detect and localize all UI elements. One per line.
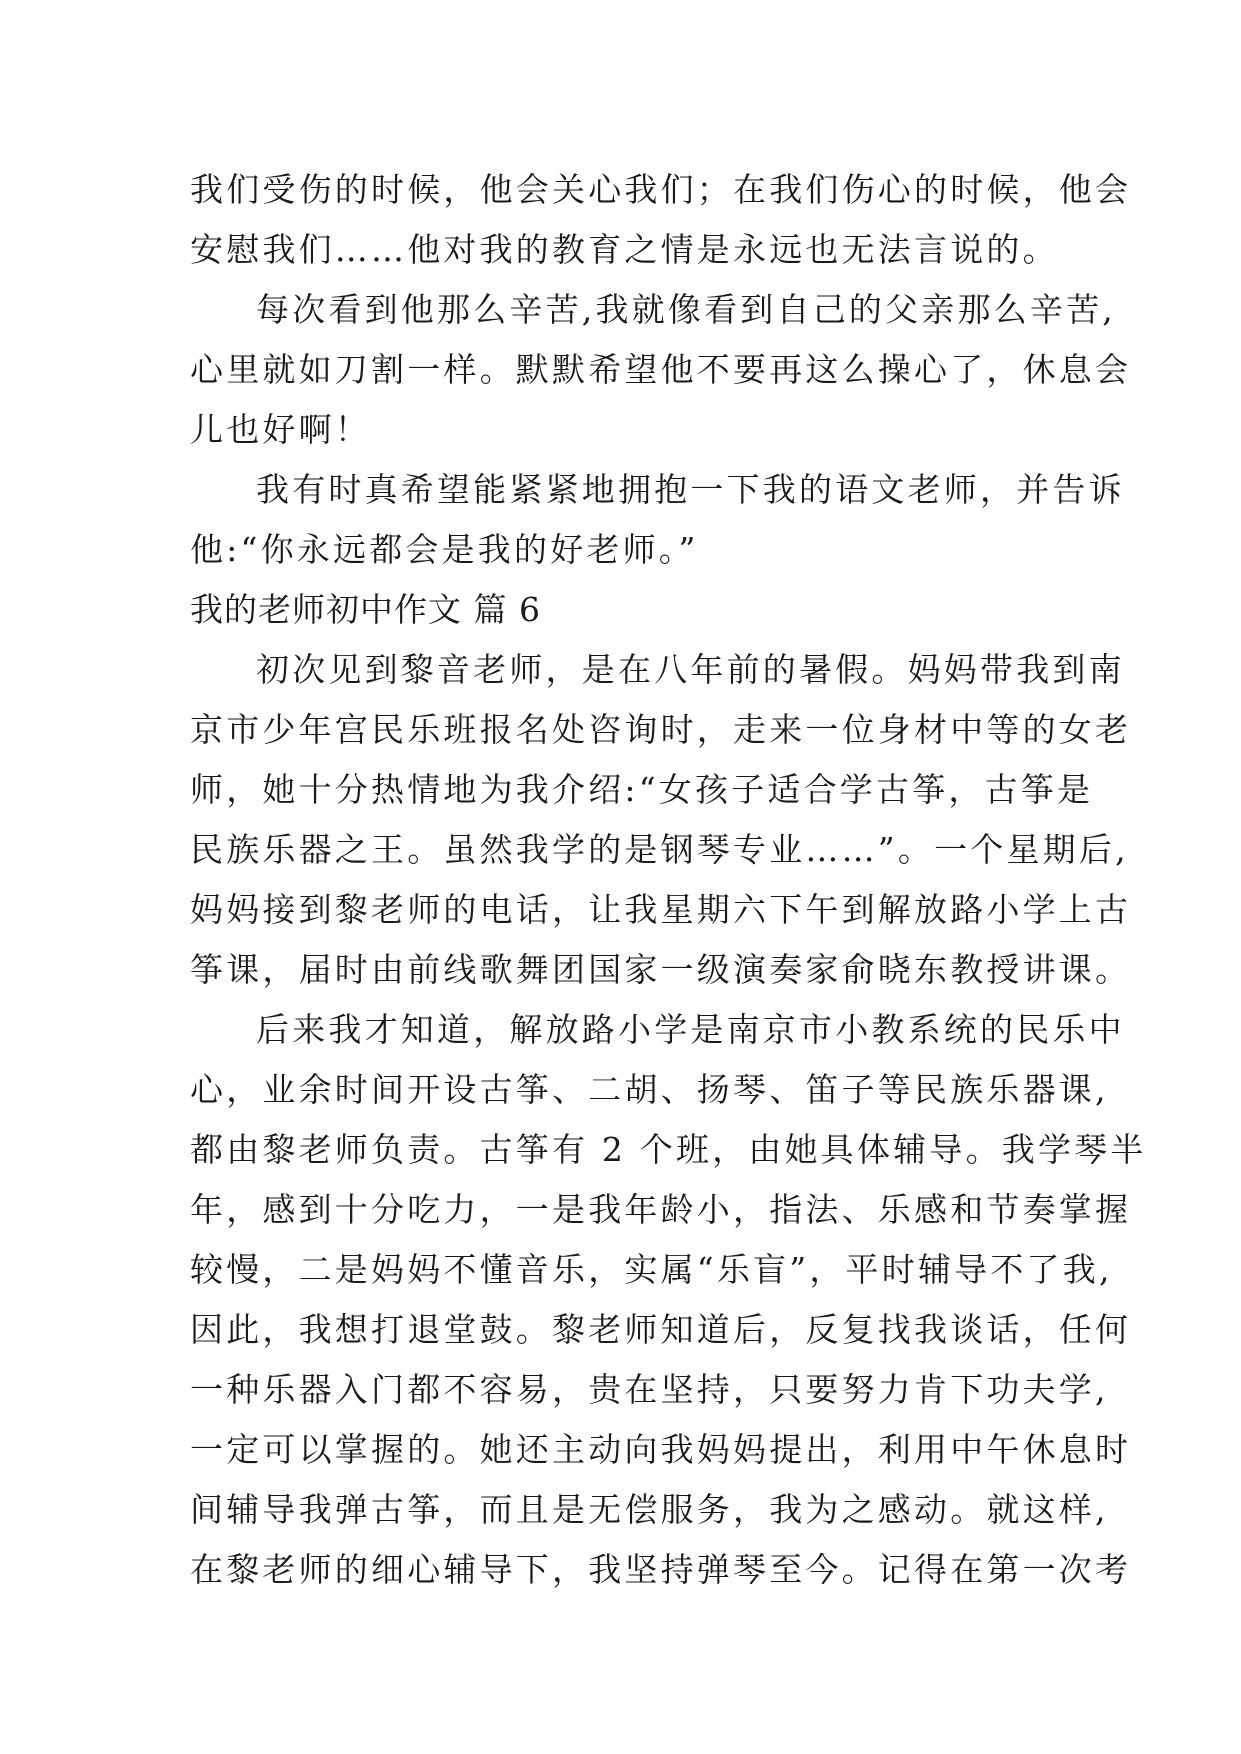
text-line: 筝课，届时由前线歌舞团国家一级演奏家俞晓东教授讲课。	[190, 950, 1132, 989]
text-line: 后来我才知道，解放路小学是南京市小教系统的民乐中	[256, 1010, 1125, 1049]
text-line: 初次见到黎音老师，是在八年前的暑假。妈妈带我到南	[256, 650, 1125, 689]
text-line: 一种乐器入门都不容易，贵在坚持，只要努力肯下功夫学,	[190, 1370, 1109, 1409]
text-line: 间辅导我弹古筝，而且是无偿服务，我为之感动。就这样,	[190, 1490, 1109, 1529]
text-line: 每次看到他那么辛苦,我就像看到自己的父亲那么辛苦,	[256, 290, 1116, 329]
text-line: 他:“你永远都会是我的好老师。”	[190, 530, 699, 569]
text-line: 心，业余时间开设古筝、二胡、扬琴、笛子等民族乐器课,	[190, 1070, 1109, 1109]
text-line: 心里就如刀割一样。默默希望他不要再这么操心了，休息会	[190, 350, 1132, 389]
text-line: 安慰我们……他对我的教育之情是永远也无法言说的。	[190, 230, 1059, 269]
text-line: 年，感到十分吃力，一是我年龄小，指法、乐感和节奏掌握	[190, 1190, 1132, 1229]
text-line: 儿也好啊！	[190, 410, 371, 449]
text-line: 在黎老师的细心辅导下，我坚持弹琴至今。记得在第一次考	[190, 1550, 1132, 1589]
section-heading: 我的老师初中作文 篇 6	[190, 590, 541, 629]
text-line: 因此，我想打退堂鼓。黎老师知道后，反复找我谈话，任何	[190, 1310, 1132, 1349]
text-line: 都由黎老师负责。古筝有 2 个班，由她具体辅导。我学琴半	[190, 1130, 1147, 1169]
text-line: 我有时真希望能紧紧地拥抱一下我的语文老师，并告诉	[256, 470, 1125, 509]
text-line: 我们受伤的时候，他会关心我们；在我们伤心的时候，他会	[190, 170, 1132, 209]
text-line: 较慢，二是妈妈不懂音乐，实属“乐盲”，平时辅导不了我,	[190, 1250, 1113, 1289]
text-line: 妈妈接到黎老师的电话，让我星期六下午到解放路小学上古	[190, 890, 1132, 929]
text-line: 京市少年宫民乐班报名处咨询时，走来一位身材中等的女老	[190, 710, 1132, 749]
text-line: 民族乐器之王。虽然我学的是钢琴专业……”。一个星期后,	[190, 830, 1129, 869]
text-line: 一定可以掌握的。她还主动向我妈妈提出，利用中午休息时	[190, 1430, 1132, 1469]
text-line: 师，她十分热情地为我介绍:“女孩子适合学古筝，古筝是	[190, 770, 1094, 809]
